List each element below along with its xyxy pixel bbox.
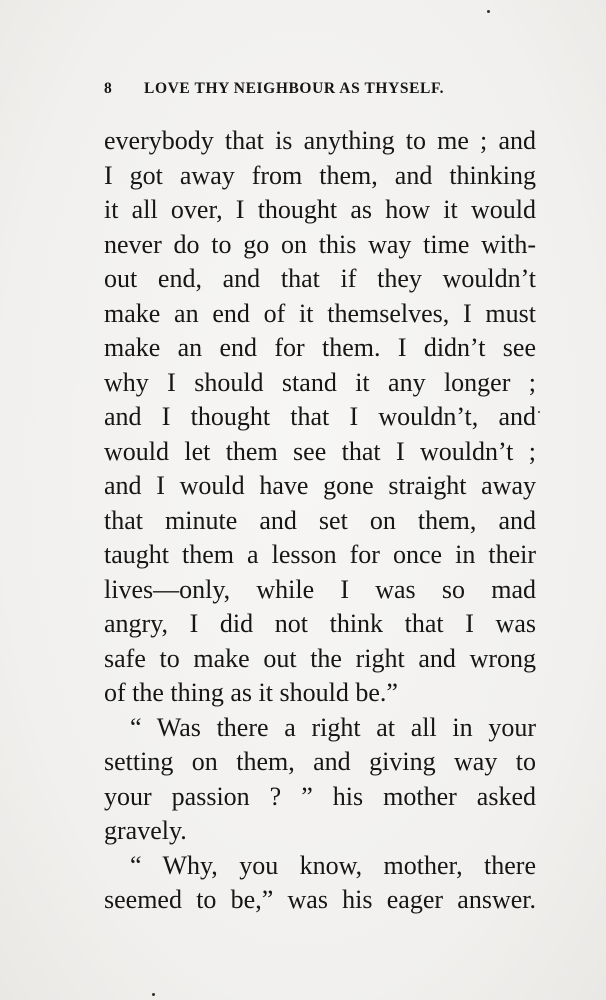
speck-mark xyxy=(487,10,490,13)
text-line: never do to go on this way time with- xyxy=(104,229,536,259)
speck-mark xyxy=(538,411,540,413)
text-line: that minute and set on them, and xyxy=(104,505,536,535)
text-line: your passion ? ” his mother asked xyxy=(104,781,536,811)
text-line: make an end of it themselves, I must xyxy=(104,298,536,328)
text-line: I got away from them, and thinking xyxy=(104,160,536,190)
text-line: “ Why, you know, mother, there xyxy=(130,850,536,880)
text-line: seemed to be,” was his eager answer. xyxy=(104,885,536,914)
text-line: “ Was there a right at all in your xyxy=(130,712,536,742)
text-line: out end, and that if they wouldn’t xyxy=(104,264,536,293)
text-line: why I should stand it any longer ; xyxy=(104,367,536,397)
text-line: lives—only, while I was so mad xyxy=(104,574,536,604)
body-text xyxy=(104,124,536,918)
text-line: of the thing as it should be.” xyxy=(104,678,398,707)
running-header xyxy=(104,80,534,102)
text-line: make an end for them. I didn’t see xyxy=(104,333,536,362)
page-number: 8 xyxy=(104,80,113,97)
text-line: taught them a lesson for once in their xyxy=(104,540,536,569)
text-line: safe to make out the right and wrong xyxy=(104,643,536,673)
text-line: and I thought that I wouldn’t, and xyxy=(104,402,536,431)
text-line: and I would have gone straight away xyxy=(104,471,536,500)
text-line: it all over, I thought as how it would xyxy=(104,195,536,224)
running-title: LOVE THY NEIGHBOUR AS THYSELF. xyxy=(144,80,445,97)
text-line: would let them see that I wouldn’t ; xyxy=(104,436,536,466)
text-line: angry, I did not think that I was xyxy=(104,609,536,638)
text-line: setting on them, and giving way to xyxy=(104,747,536,776)
speck-mark xyxy=(152,993,155,996)
text-line: everybody that is anything to me ; and xyxy=(104,126,536,155)
text-line: gravely. xyxy=(104,816,187,845)
